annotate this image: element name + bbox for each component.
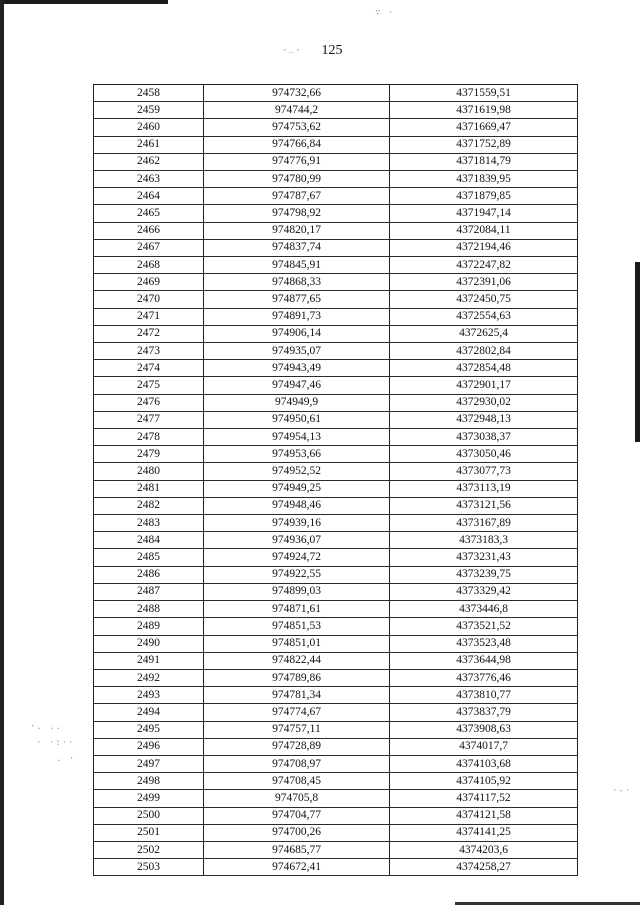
x-coordinate-cell: 974753,62 (204, 119, 390, 136)
y-coordinate-cell: 4373113,19 (390, 480, 578, 497)
point-number-cell: 2485 (94, 549, 204, 566)
point-number-cell: 2492 (94, 669, 204, 686)
x-coordinate-cell: 974781,34 (204, 687, 390, 704)
point-number-cell: 2502 (94, 841, 204, 858)
y-coordinate-cell: 4373521,52 (390, 618, 578, 635)
y-coordinate-cell: 4373183,3 (390, 532, 578, 549)
table-row (94, 463, 578, 480)
x-coordinate-cell: 974922,55 (204, 566, 390, 583)
point-number-cell: 2499 (94, 790, 204, 807)
point-number-cell: 2458 (94, 85, 204, 102)
y-coordinate-cell: 4371879,85 (390, 188, 578, 205)
x-coordinate-cell: 974877,65 (204, 291, 390, 308)
x-coordinate-cell: 974774,67 (204, 704, 390, 721)
table-row (94, 583, 578, 600)
point-number-cell: 2469 (94, 274, 204, 291)
table-row (94, 171, 578, 188)
table-row (94, 687, 578, 704)
table-row (94, 532, 578, 549)
y-coordinate-cell: 4373644,98 (390, 652, 578, 669)
point-number-cell: 2490 (94, 635, 204, 652)
scan-edge-left (0, 0, 4, 905)
point-number-cell: 2494 (94, 704, 204, 721)
y-coordinate-cell: 4372194,46 (390, 239, 578, 256)
table-row (94, 635, 578, 652)
x-coordinate-cell: 974947,46 (204, 377, 390, 394)
scan-speck: . · (56, 754, 76, 764)
table-row (94, 377, 578, 394)
y-coordinate-cell: 4371619,98 (390, 102, 578, 119)
table-row (94, 136, 578, 153)
table-row (94, 257, 578, 274)
y-coordinate-cell: 4372391,06 (390, 274, 578, 291)
x-coordinate-cell: 974851,01 (204, 635, 390, 652)
table-row (94, 601, 578, 618)
table-row (94, 566, 578, 583)
table-row (94, 274, 578, 291)
point-number-cell: 2487 (94, 583, 204, 600)
x-coordinate-cell: 974891,73 (204, 308, 390, 325)
y-coordinate-cell: 4373837,79 (390, 704, 578, 721)
x-coordinate-cell: 974950,61 (204, 411, 390, 428)
page-number: 125 (321, 43, 343, 58)
x-coordinate-cell: 974906,14 (204, 325, 390, 342)
x-coordinate-cell: 974708,97 (204, 755, 390, 772)
table-row (94, 394, 578, 411)
y-coordinate-cell: 4372930,02 (390, 394, 578, 411)
point-number-cell: 2476 (94, 394, 204, 411)
y-coordinate-cell: 4374203,6 (390, 841, 578, 858)
x-coordinate-cell: 974949,25 (204, 480, 390, 497)
y-coordinate-cell: 4374258,27 (390, 859, 578, 876)
y-coordinate-cell: 4372901,17 (390, 377, 578, 394)
y-coordinate-cell: 4373050,46 (390, 446, 578, 463)
table-row (94, 497, 578, 514)
table-row (94, 429, 578, 446)
y-coordinate-cell: 4372247,82 (390, 257, 578, 274)
point-number-cell: 2503 (94, 859, 204, 876)
y-coordinate-cell: 4371559,51 (390, 85, 578, 102)
point-number-cell: 2495 (94, 721, 204, 738)
coordinates-table (93, 84, 578, 876)
point-number-cell: 2467 (94, 239, 204, 256)
y-coordinate-cell: 4372854,48 (390, 360, 578, 377)
y-coordinate-cell: 4372802,84 (390, 343, 578, 360)
x-coordinate-cell: 974728,89 (204, 738, 390, 755)
y-coordinate-cell: 4374017,7 (390, 738, 578, 755)
table-row (94, 652, 578, 669)
table-row (94, 153, 578, 170)
x-coordinate-cell: 974949,9 (204, 394, 390, 411)
scan-speck: ·‥· (282, 46, 302, 56)
table-row (94, 755, 578, 772)
x-coordinate-cell: 974757,11 (204, 721, 390, 738)
scan-speck: ·-· (612, 786, 632, 796)
x-coordinate-cell: 974837,74 (204, 239, 390, 256)
y-coordinate-cell: 4373239,75 (390, 566, 578, 583)
y-coordinate-cell: 4374105,92 (390, 773, 578, 790)
point-number-cell: 2466 (94, 222, 204, 239)
x-coordinate-cell: 974822,44 (204, 652, 390, 669)
table-row (94, 360, 578, 377)
x-coordinate-cell: 974708,45 (204, 773, 390, 790)
table-row (94, 239, 578, 256)
x-coordinate-cell: 974935,07 (204, 343, 390, 360)
point-number-cell: 2483 (94, 515, 204, 532)
y-coordinate-cell: 4372948,13 (390, 411, 578, 428)
table-row (94, 325, 578, 342)
x-coordinate-cell: 974954,13 (204, 429, 390, 446)
point-number-cell: 2472 (94, 325, 204, 342)
y-coordinate-cell: 4372084,11 (390, 222, 578, 239)
point-number-cell: 2496 (94, 738, 204, 755)
point-number-cell: 2486 (94, 566, 204, 583)
x-coordinate-cell: 974939,16 (204, 515, 390, 532)
table-row (94, 188, 578, 205)
x-coordinate-cell: 974705,8 (204, 790, 390, 807)
y-coordinate-cell: 4373329,42 (390, 583, 578, 600)
table-row (94, 721, 578, 738)
x-coordinate-cell: 974953,66 (204, 446, 390, 463)
point-number-cell: 2479 (94, 446, 204, 463)
point-number-cell: 2462 (94, 153, 204, 170)
point-number-cell: 2493 (94, 687, 204, 704)
x-coordinate-cell: 974744,2 (204, 102, 390, 119)
table-row (94, 773, 578, 790)
x-coordinate-cell: 974868,33 (204, 274, 390, 291)
point-number-cell: 2461 (94, 136, 204, 153)
y-coordinate-cell: 4372625,4 (390, 325, 578, 342)
point-number-cell: 2464 (94, 188, 204, 205)
x-coordinate-cell: 974948,46 (204, 497, 390, 514)
point-number-cell: 2465 (94, 205, 204, 222)
x-coordinate-cell: 974820,17 (204, 222, 390, 239)
table-row (94, 205, 578, 222)
point-number-cell: 2460 (94, 119, 204, 136)
scan-speck: ·. .. (30, 722, 63, 732)
y-coordinate-cell: 4373776,46 (390, 669, 578, 686)
table-row (94, 824, 578, 841)
table-row (94, 343, 578, 360)
table-row (94, 515, 578, 532)
x-coordinate-cell: 974943,49 (204, 360, 390, 377)
point-number-cell: 2491 (94, 652, 204, 669)
x-coordinate-cell: 974899,03 (204, 583, 390, 600)
y-coordinate-cell: 4373523,48 (390, 635, 578, 652)
point-number-cell: 2488 (94, 601, 204, 618)
y-coordinate-cell: 4374121,58 (390, 807, 578, 824)
scan-edge-right (635, 262, 640, 442)
y-coordinate-cell: 4373121,56 (390, 497, 578, 514)
point-number-cell: 2500 (94, 807, 204, 824)
x-coordinate-cell: 974672,41 (204, 859, 390, 876)
y-coordinate-cell: 4373231,43 (390, 549, 578, 566)
y-coordinate-cell: 4373077,73 (390, 463, 578, 480)
x-coordinate-cell: 974936,07 (204, 532, 390, 549)
table-row (94, 102, 578, 119)
x-coordinate-cell: 974732,66 (204, 85, 390, 102)
table-row (94, 807, 578, 824)
point-number-cell: 2482 (94, 497, 204, 514)
point-number-cell: 2478 (94, 429, 204, 446)
table-row (94, 618, 578, 635)
x-coordinate-cell: 974798,92 (204, 205, 390, 222)
table-row (94, 549, 578, 566)
y-coordinate-cell: 4371839,95 (390, 171, 578, 188)
scan-edge-top (0, 0, 168, 4)
x-coordinate-cell: 974789,86 (204, 669, 390, 686)
table-row (94, 841, 578, 858)
x-coordinate-cell: 974766,84 (204, 136, 390, 153)
x-coordinate-cell: 974685,77 (204, 841, 390, 858)
y-coordinate-cell: 4373446,8 (390, 601, 578, 618)
table-row (94, 669, 578, 686)
x-coordinate-cell: 974924,72 (204, 549, 390, 566)
x-coordinate-cell: 974704,77 (204, 807, 390, 824)
y-coordinate-cell: 4371814,79 (390, 153, 578, 170)
x-coordinate-cell: 974851,53 (204, 618, 390, 635)
table-row (94, 85, 578, 102)
x-coordinate-cell: 974780,99 (204, 171, 390, 188)
scan-speck: ∵ · (375, 8, 395, 18)
y-coordinate-cell: 4371947,14 (390, 205, 578, 222)
y-coordinate-cell: 4373038,37 (390, 429, 578, 446)
point-number-cell: 2497 (94, 755, 204, 772)
point-number-cell: 2470 (94, 291, 204, 308)
y-coordinate-cell: 4374103,68 (390, 755, 578, 772)
point-number-cell: 2475 (94, 377, 204, 394)
x-coordinate-cell: 974871,61 (204, 601, 390, 618)
point-number-cell: 2481 (94, 480, 204, 497)
x-coordinate-cell: 974845,91 (204, 257, 390, 274)
table-row (94, 790, 578, 807)
table-row (94, 411, 578, 428)
point-number-cell: 2474 (94, 360, 204, 377)
y-coordinate-cell: 4374117,52 (390, 790, 578, 807)
point-number-cell: 2473 (94, 343, 204, 360)
table-row (94, 308, 578, 325)
y-coordinate-cell: 4371752,89 (390, 136, 578, 153)
y-coordinate-cell: 4372554,63 (390, 308, 578, 325)
y-coordinate-cell: 4373810,77 (390, 687, 578, 704)
point-number-cell: 2498 (94, 773, 204, 790)
coordinates-table-body (94, 85, 578, 876)
scan-speck: · ·:·· (36, 738, 75, 748)
point-number-cell: 2459 (94, 102, 204, 119)
point-number-cell: 2477 (94, 411, 204, 428)
table-row (94, 222, 578, 239)
y-coordinate-cell: 4373908,63 (390, 721, 578, 738)
table-row (94, 480, 578, 497)
table-row (94, 859, 578, 876)
table-row (94, 446, 578, 463)
point-number-cell: 2484 (94, 532, 204, 549)
x-coordinate-cell: 974700,26 (204, 824, 390, 841)
y-coordinate-cell: 4372450,75 (390, 291, 578, 308)
x-coordinate-cell: 974952,52 (204, 463, 390, 480)
point-number-cell: 2501 (94, 824, 204, 841)
point-number-cell: 2489 (94, 618, 204, 635)
point-number-cell: 2468 (94, 257, 204, 274)
point-number-cell: 2463 (94, 171, 204, 188)
x-coordinate-cell: 974787,67 (204, 188, 390, 205)
x-coordinate-cell: 974776,91 (204, 153, 390, 170)
y-coordinate-cell: 4373167,89 (390, 515, 578, 532)
table-row (94, 119, 578, 136)
y-coordinate-cell: 4371669,47 (390, 119, 578, 136)
table-row (94, 738, 578, 755)
point-number-cell: 2480 (94, 463, 204, 480)
point-number-cell: 2471 (94, 308, 204, 325)
y-coordinate-cell: 4374141,25 (390, 824, 578, 841)
table-row (94, 704, 578, 721)
table-row (94, 291, 578, 308)
